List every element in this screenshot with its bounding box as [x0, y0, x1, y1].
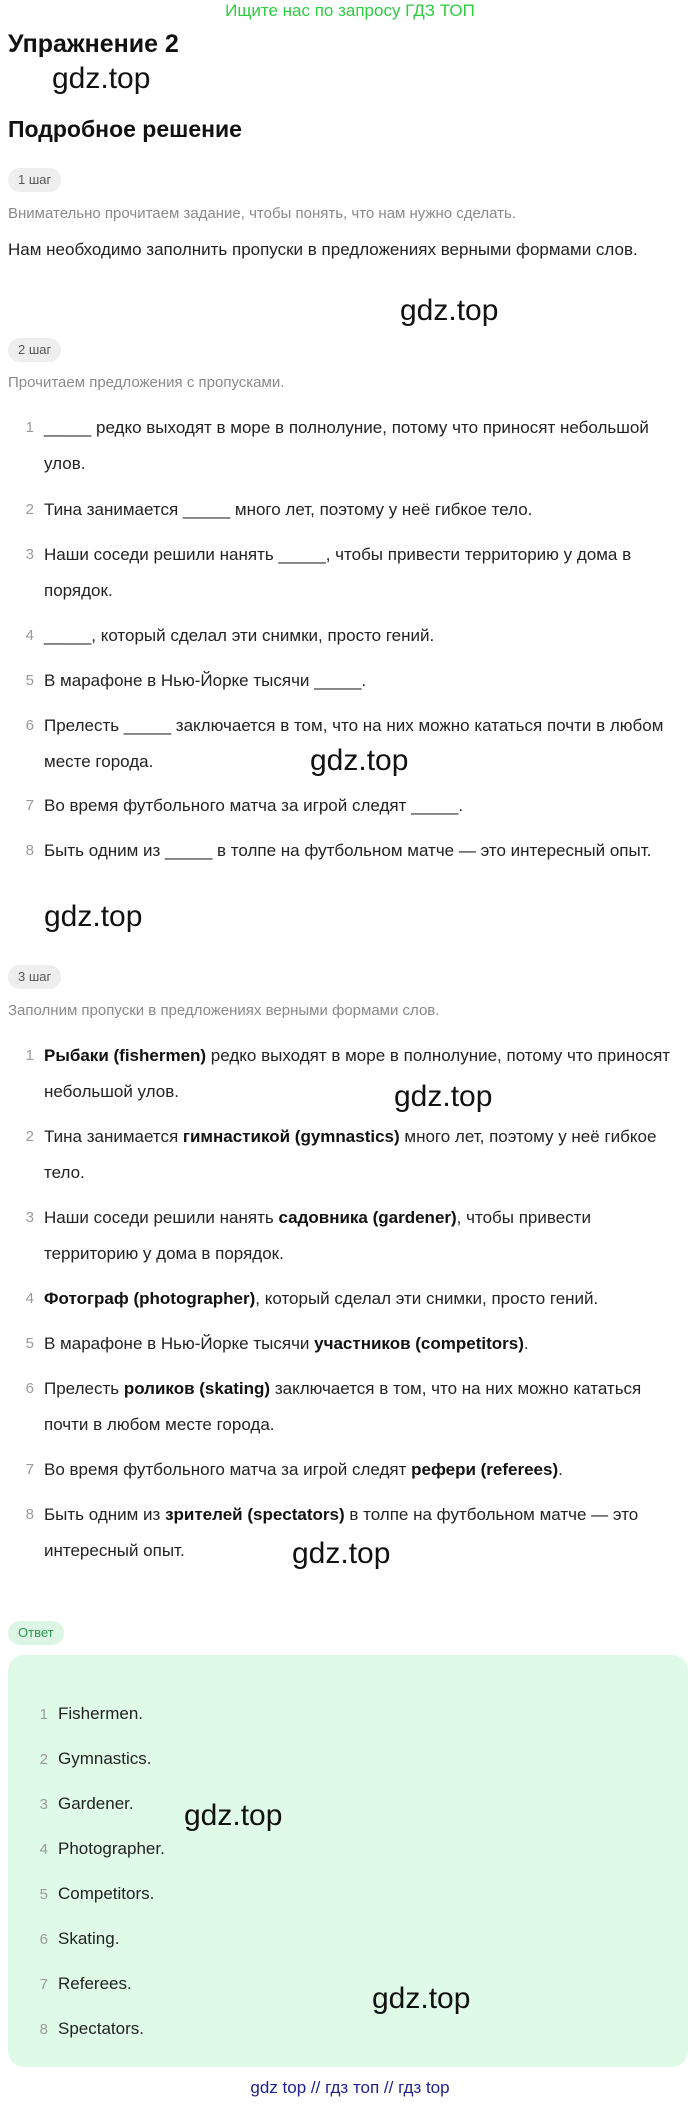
list-item	[20, 1200, 680, 1272]
answer-word: роликов (skating)	[123, 1379, 271, 1398]
answer-box	[8, 1655, 688, 2067]
answer-word: зрителей (spectators)	[165, 1505, 345, 1524]
list-item	[20, 492, 680, 528]
watermark: gdz.top	[400, 294, 499, 327]
answer-word: Фотограф (photographer)	[44, 1289, 256, 1308]
watermark: gdz.top	[184, 1799, 283, 1832]
top-banner[interactable]: Ищите нас по запросу ГДЗ ТОП	[225, 1, 475, 20]
list-number: 4	[39, 1841, 48, 1858]
solution-heading: Подробное решение	[8, 116, 242, 142]
list-text: Рыбаки (fishermen) редко выходят в море в полнолуние, потому что приносят небольшой улов.	[44, 1046, 671, 1101]
step-hint: Заполним пропуски в предложениях верными формами слов.	[8, 1002, 440, 1019]
list-item	[20, 1452, 680, 1488]
list-text: Во время футбольного матча за игрой следят _____.	[44, 796, 464, 815]
list-number: 5	[39, 1886, 48, 1903]
list-number: 1	[25, 419, 34, 436]
list-item	[20, 1326, 680, 1362]
step-hint: Внимательно прочитаем задание, чтобы понять, что нам нужно сделать.	[8, 205, 517, 222]
step-text: Нам необходимо заполнить пропуски в предложениях верными формами слов.	[8, 240, 638, 259]
watermark: gdz.top	[394, 1080, 493, 1113]
answer-word: гимнастикой (gymnastics)	[182, 1127, 400, 1146]
footer-links[interactable]: gdz top // гдз топ // гдз top	[250, 2078, 450, 2097]
answer-word: Рыбаки (fishermen)	[44, 1046, 207, 1065]
list-number: 5	[25, 672, 34, 689]
step-badge: 2 шаг	[8, 338, 61, 362]
step-badge: 3 шаг	[8, 965, 61, 989]
list-text: Прелесть роликов (skating) заключается в том, что на них можно кататься почти в любом месте города.	[44, 1379, 642, 1434]
answer-word: садовника (gardener)	[278, 1208, 457, 1227]
answer-item: 6 Skating.	[34, 1927, 119, 1952]
list-number: 2	[25, 1128, 34, 1145]
watermark: gdz.top	[44, 900, 143, 933]
watermark: gdz.top	[310, 744, 409, 777]
answer-item: 3 Gardener.	[34, 1792, 134, 1817]
answer-item: 1 Fishermen.	[34, 1702, 143, 1727]
step-hint: Прочитаем предложения с пропусками.	[8, 374, 285, 391]
watermark: gdz.top	[292, 1537, 391, 1570]
list-number: 4	[25, 1290, 34, 1307]
list-number: 3	[25, 546, 34, 563]
list-item	[20, 1281, 680, 1317]
list-text: Тина занимается гимнастикой (gymnastics) много лет, поэтому у неё гибкое тело.	[44, 1127, 657, 1182]
list-number: 2	[25, 501, 34, 518]
list-number: 3	[39, 1796, 48, 1813]
list-number: 1	[25, 1047, 34, 1064]
list-number: 6	[25, 1380, 34, 1397]
list-item	[20, 537, 680, 609]
list-number: 6	[39, 1931, 48, 1948]
answer-item: 7 Referees.	[34, 1972, 132, 1997]
answer-item: 2 Gymnastics.	[34, 1747, 152, 1772]
list-text: Наши соседи решили нанять садовника (gardener), чтобы привести территорию у дома в порядок.	[44, 1208, 591, 1263]
list-number: 1	[39, 1706, 48, 1723]
watermark: gdz.top	[372, 1982, 471, 2015]
step-badge: 1 шаг	[8, 168, 61, 192]
list-number: 8	[39, 2021, 48, 2038]
list-number: 8	[25, 1506, 34, 1523]
list-text: Наши соседи решили нанять _____, чтобы привести территорию у дома в порядок.	[44, 545, 632, 600]
page-title: Упражнение 2	[8, 30, 179, 58]
list-text: Фотограф (photographer), который сделал эти снимки, просто гений.	[44, 1289, 599, 1308]
list-item	[20, 663, 680, 699]
list-number: 8	[25, 842, 34, 859]
list-item	[20, 1119, 680, 1191]
answer-item: 5 Competitors.	[34, 1882, 154, 1907]
answer-item: 4 Photographer.	[34, 1837, 165, 1862]
list-text: В марафоне в Нью-Йорке тысячи участников (competitors).	[44, 1334, 529, 1353]
list-number: 7	[39, 1976, 48, 1993]
list-item	[20, 410, 680, 482]
list-text: Быть одним из _____ в толпе на футбольном матче — это интересный опыт.	[44, 841, 652, 860]
answer-badge: Ответ	[8, 1621, 64, 1645]
list-text: _____ редко выходят в море в полнолуние, потому что приносят небольшой улов.	[44, 418, 649, 473]
list-number: 6	[25, 717, 34, 734]
list-text: Прелесть _____ заключается в том, что на них можно кататься почти в любом месте города.	[44, 716, 664, 771]
list-number: 7	[25, 1461, 34, 1478]
list-text: Тина занимается _____ много лет, поэтому у неё гибкое тело.	[44, 500, 533, 519]
list-text: В марафоне в Нью-Йорке тысячи _____.	[44, 671, 367, 690]
list-number: 3	[25, 1209, 34, 1226]
list-item	[20, 788, 680, 824]
list-text: Быть одним из зрителей (spectators) в толпе на футбольном матче — это интересный опыт.	[44, 1505, 639, 1560]
answer-word: рефери (referees)	[411, 1460, 559, 1479]
list-number: 5	[25, 1335, 34, 1352]
list-text: _____, который сделал эти снимки, просто гений.	[44, 626, 435, 645]
list-item	[20, 1038, 680, 1110]
watermark: gdz.top	[52, 62, 151, 95]
answer-item: 8 Spectators.	[34, 2017, 144, 2042]
list-number: 4	[25, 627, 34, 644]
answer-word: участников (competitors)	[314, 1334, 524, 1353]
list-text: Во время футбольного матча за игрой следят рефери (referees).	[44, 1460, 563, 1479]
list-item	[20, 833, 680, 869]
list-item	[20, 618, 680, 654]
list-number: 7	[25, 797, 34, 814]
list-number: 2	[39, 1751, 48, 1768]
list-item	[20, 1371, 680, 1443]
